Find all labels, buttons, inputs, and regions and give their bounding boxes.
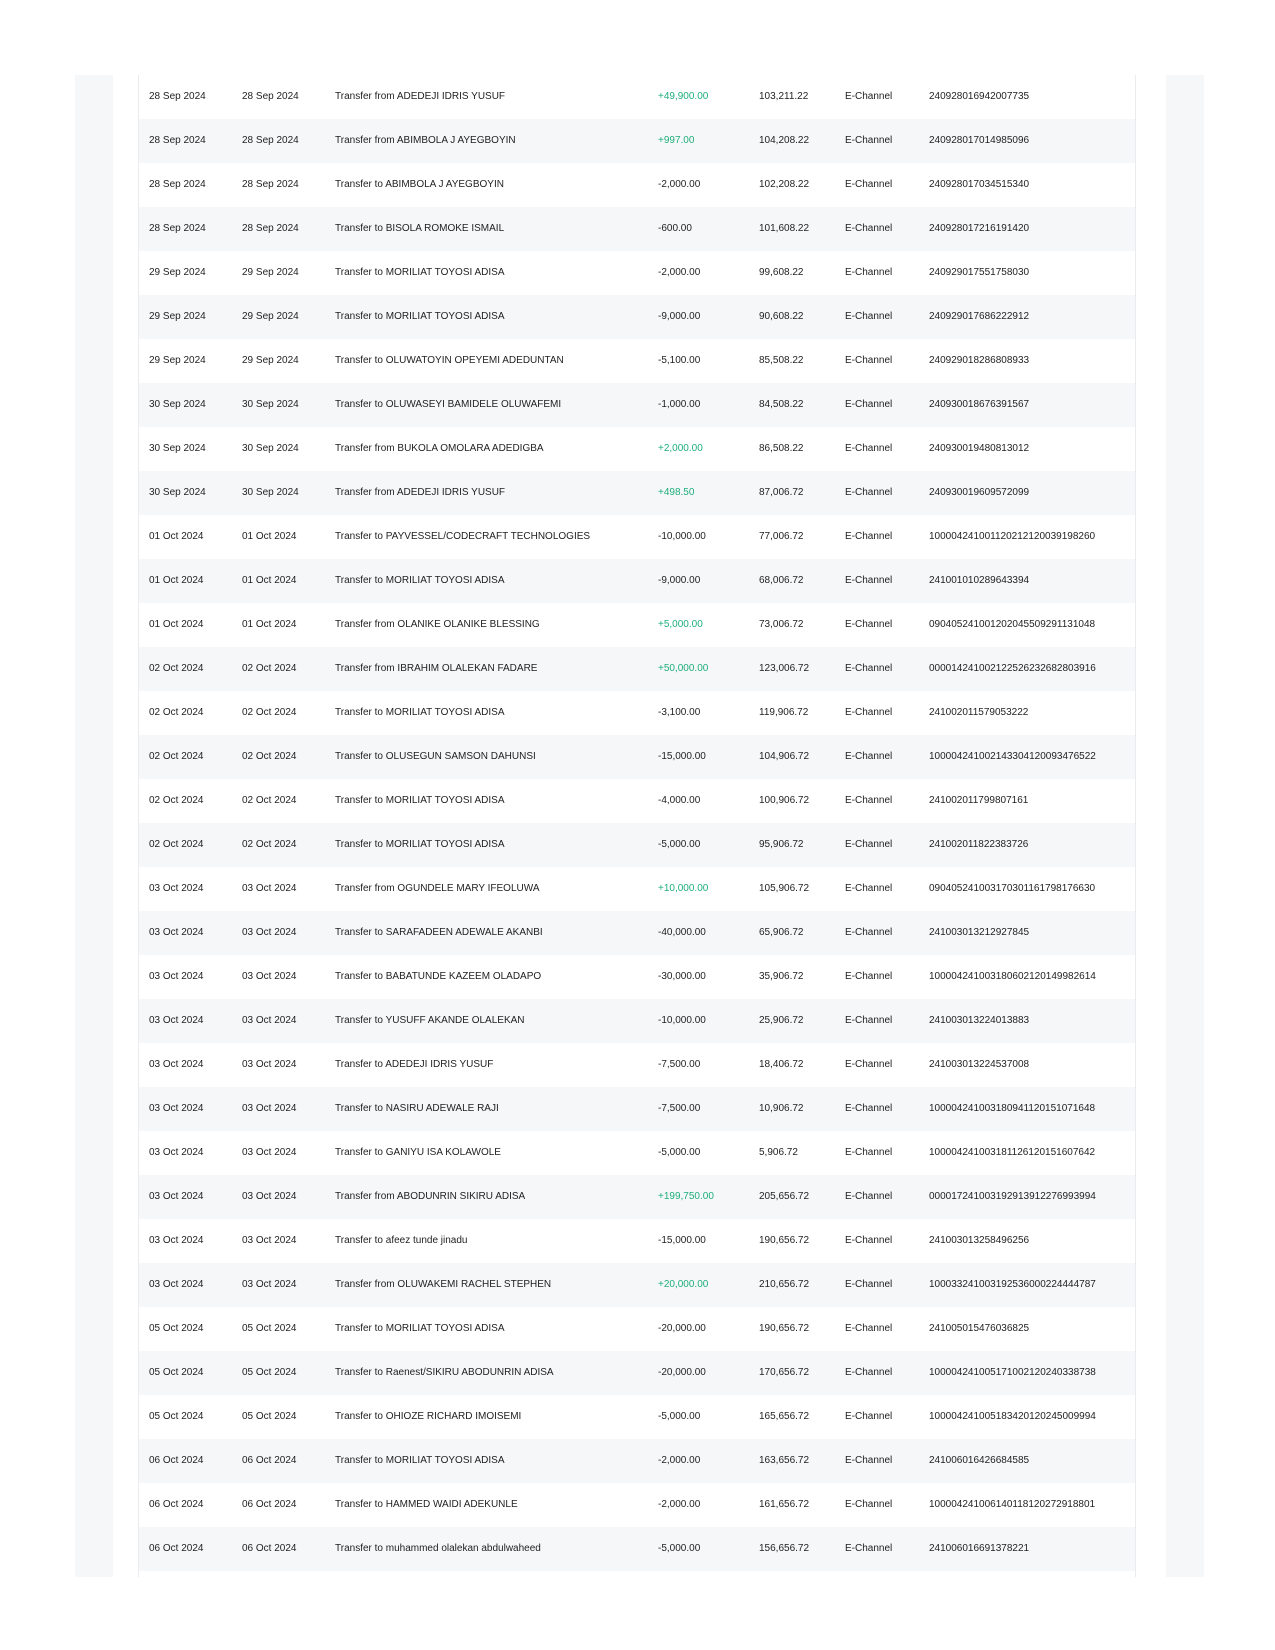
amount: -20,000.00 <box>658 1323 706 1334</box>
description: Transfer from OLUWAKEMI RACHEL STEPHEN <box>335 1279 552 1290</box>
reference: 240929017551758030 <box>929 267 1030 278</box>
reference: 240929018286808933 <box>929 355 1030 366</box>
channel: E-Channel <box>845 751 893 762</box>
description: Transfer to MORILIAT TOYOSI ADISA <box>335 839 505 850</box>
channel: E-Channel <box>845 795 893 806</box>
amount: -2,000.00 <box>658 179 701 190</box>
balance: 35,906.72 <box>759 971 804 982</box>
reference: 100004241001120212120039198260 <box>929 531 1096 542</box>
value-date: 29 Sep 2024 <box>242 267 299 278</box>
transaction-date: 03 Oct 2024 <box>149 971 204 982</box>
channel: E-Channel <box>845 971 893 982</box>
reference: 000017241003192913912276993994 <box>929 1191 1096 1202</box>
reference: 100004241003180941120151071648 <box>929 1103 1096 1114</box>
channel: E-Channel <box>845 1279 893 1290</box>
reference: 241003013224537008 <box>929 1059 1030 1070</box>
reference: 241002011799807161 <box>929 795 1029 806</box>
reference: 100004241003180602120149982614 <box>929 971 1096 982</box>
amount: -1,000.00 <box>658 399 701 410</box>
reference: 240928016942007735 <box>929 91 1030 102</box>
transaction-date: 29 Sep 2024 <box>149 355 206 366</box>
table-row <box>139 1087 1135 1131</box>
reference: 240930019480813012 <box>929 443 1030 454</box>
value-date: 05 Oct 2024 <box>242 1411 297 1422</box>
value-date: 02 Oct 2024 <box>242 795 297 806</box>
amount: -5,000.00 <box>658 1147 701 1158</box>
table-row <box>139 735 1135 779</box>
balance: 99,608.22 <box>759 267 804 278</box>
transaction-date: 02 Oct 2024 <box>149 839 204 850</box>
table-row <box>139 867 1135 911</box>
value-date: 28 Sep 2024 <box>242 91 299 102</box>
reference: 000014241002122526232682803916 <box>929 663 1096 674</box>
reference: 241002011822383726 <box>929 839 1029 850</box>
balance: 18,406.72 <box>759 1059 804 1070</box>
amount: -7,500.00 <box>658 1059 701 1070</box>
amount: +997.00 <box>658 135 695 146</box>
channel: E-Channel <box>845 399 893 410</box>
channel: E-Channel <box>845 179 893 190</box>
value-date: 28 Sep 2024 <box>242 135 299 146</box>
reference: 241006016691378221 <box>929 1543 1030 1554</box>
value-date: 03 Oct 2024 <box>242 1103 297 1114</box>
reference: 241002011579053222 <box>929 707 1029 718</box>
transaction-date: 06 Oct 2024 <box>149 1543 204 1554</box>
table-row <box>139 295 1135 339</box>
reference: 240928017216191420 <box>929 223 1030 234</box>
table-row <box>139 1307 1135 1351</box>
value-date: 28 Sep 2024 <box>242 223 299 234</box>
channel: E-Channel <box>845 1103 893 1114</box>
transaction-date: 05 Oct 2024 <box>149 1411 204 1422</box>
table-row <box>139 515 1135 559</box>
amount: -15,000.00 <box>658 1235 706 1246</box>
amount: +199,750.00 <box>658 1191 714 1202</box>
description: Transfer to OHIOZE RICHARD IMOISEMI <box>335 1411 522 1422</box>
description: Transfer to BABATUNDE KAZEEM OLADAPO <box>335 971 542 982</box>
description: Transfer to ADEDEJI IDRIS YUSUF <box>335 1059 494 1070</box>
channel: E-Channel <box>845 663 893 674</box>
channel: E-Channel <box>845 1015 893 1026</box>
channel: E-Channel <box>845 1235 893 1246</box>
balance: 68,006.72 <box>759 575 804 586</box>
reference: 090405241001202045509291131048 <box>929 619 1096 630</box>
table-row <box>139 779 1135 823</box>
value-date: 01 Oct 2024 <box>242 619 297 630</box>
channel: E-Channel <box>845 1323 893 1334</box>
value-date: 06 Oct 2024 <box>242 1499 297 1510</box>
description: Transfer from ABIMBOLA J AYEGBOYIN <box>335 135 516 146</box>
reference: 100004241003181126120151607642 <box>929 1147 1096 1158</box>
amount: +5,000.00 <box>658 619 703 630</box>
description: Transfer to MORILIAT TOYOSI ADISA <box>335 311 505 322</box>
transaction-date: 03 Oct 2024 <box>149 1191 204 1202</box>
description: Transfer to OLUWATOYIN OPEYEMI ADEDUNTAN <box>335 355 564 366</box>
channel: E-Channel <box>845 443 893 454</box>
channel: E-Channel <box>845 135 893 146</box>
transaction-date: 06 Oct 2024 <box>149 1499 204 1510</box>
value-date: 30 Sep 2024 <box>242 443 299 454</box>
channel: E-Channel <box>845 839 893 850</box>
description: Transfer from ADEDEJI IDRIS YUSUF <box>335 91 506 102</box>
balance: 163,656.72 <box>759 1455 810 1466</box>
value-date: 01 Oct 2024 <box>242 531 297 542</box>
channel: E-Channel <box>845 707 893 718</box>
transaction-date: 28 Sep 2024 <box>149 135 206 146</box>
balance: 190,656.72 <box>759 1235 810 1246</box>
transaction-date: 30 Sep 2024 <box>149 487 206 498</box>
value-date: 28 Sep 2024 <box>242 179 299 190</box>
balance: 104,208.22 <box>759 135 810 146</box>
value-date: 06 Oct 2024 <box>242 1543 297 1554</box>
description: Transfer from OLANIKE OLANIKE BLESSING <box>335 619 540 630</box>
table-row <box>139 1527 1135 1571</box>
transaction-date: 03 Oct 2024 <box>149 1279 204 1290</box>
value-date: 01 Oct 2024 <box>242 575 297 586</box>
description: Transfer to YUSUFF AKANDE OLALEKAN <box>335 1015 525 1026</box>
transaction-date: 02 Oct 2024 <box>149 707 204 718</box>
description: Transfer to BISOLA ROMOKE ISMAIL <box>335 223 505 234</box>
table-row <box>139 647 1135 691</box>
reference: 241001010289643394 <box>929 575 1030 586</box>
amount: -2,000.00 <box>658 1455 701 1466</box>
transaction-date: 30 Sep 2024 <box>149 443 206 454</box>
table-row <box>139 691 1135 735</box>
balance: 84,508.22 <box>759 399 804 410</box>
description: Transfer to OLUSEGUN SAMSON DAHUNSI <box>335 751 536 762</box>
balance: 86,508.22 <box>759 443 804 454</box>
value-date: 03 Oct 2024 <box>242 1147 297 1158</box>
channel: E-Channel <box>845 1455 893 1466</box>
balance: 90,608.22 <box>759 311 804 322</box>
description: Transfer from IBRAHIM OLALEKAN FADARE <box>335 663 538 674</box>
transaction-date: 01 Oct 2024 <box>149 619 204 630</box>
transaction-date: 03 Oct 2024 <box>149 883 204 894</box>
transaction-date: 02 Oct 2024 <box>149 795 204 806</box>
description: Transfer to GANIYU ISA KOLAWOLE <box>335 1147 501 1158</box>
description: Transfer to MORILIAT TOYOSI ADISA <box>335 1323 505 1334</box>
value-date: 02 Oct 2024 <box>242 707 297 718</box>
amount: -5,000.00 <box>658 1411 701 1422</box>
amount: +10,000.00 <box>658 883 709 894</box>
transaction-date: 05 Oct 2024 <box>149 1323 204 1334</box>
transaction-date: 03 Oct 2024 <box>149 1235 204 1246</box>
table-row <box>139 251 1135 295</box>
reference: 100033241003192536000224444787 <box>929 1279 1096 1290</box>
table-row <box>139 999 1135 1043</box>
amount: -2,000.00 <box>658 1499 701 1510</box>
description: Transfer from ADEDEJI IDRIS YUSUF <box>335 487 506 498</box>
table-row <box>139 471 1135 515</box>
channel: E-Channel <box>845 223 893 234</box>
transaction-date: 03 Oct 2024 <box>149 1059 204 1070</box>
description: Transfer to MORILIAT TOYOSI ADISA <box>335 707 505 718</box>
channel: E-Channel <box>845 927 893 938</box>
channel: E-Channel <box>845 1367 893 1378</box>
description: Transfer to MORILIAT TOYOSI ADISA <box>335 1455 505 1466</box>
reference: 240929017686222912 <box>929 311 1030 322</box>
reference: 241003013224013883 <box>929 1015 1030 1026</box>
channel: E-Channel <box>845 91 893 102</box>
description: Transfer to ABIMBOLA J AYEGBOYIN <box>335 179 504 190</box>
reference: 100004241005171002120240338738 <box>929 1367 1096 1378</box>
channel: E-Channel <box>845 267 893 278</box>
amount: -5,000.00 <box>658 839 701 850</box>
reference: 241006016426684585 <box>929 1455 1030 1466</box>
channel: E-Channel <box>845 487 893 498</box>
reference: 241003013212927845 <box>929 927 1030 938</box>
table-row <box>139 1439 1135 1483</box>
value-date: 03 Oct 2024 <box>242 971 297 982</box>
description: Transfer to NASIRU ADEWALE RAJI <box>335 1103 499 1114</box>
value-date: 02 Oct 2024 <box>242 839 297 850</box>
transaction-date: 05 Oct 2024 <box>149 1367 204 1378</box>
right-margin-band <box>1166 75 1204 1577</box>
balance: 101,608.22 <box>759 223 810 234</box>
reference: 100004241005183420120245009994 <box>929 1411 1096 1422</box>
value-date: 03 Oct 2024 <box>242 927 297 938</box>
amount: -5,100.00 <box>658 355 701 366</box>
balance: 119,906.72 <box>759 707 809 718</box>
table-row <box>139 559 1135 603</box>
amount: -40,000.00 <box>658 927 706 938</box>
transaction-date: 28 Sep 2024 <box>149 223 206 234</box>
value-date: 05 Oct 2024 <box>242 1323 297 1334</box>
table-row <box>139 427 1135 471</box>
channel: E-Channel <box>845 619 893 630</box>
transaction-rows <box>139 75 1135 1571</box>
channel: E-Channel <box>845 883 893 894</box>
amount: -20,000.00 <box>658 1367 706 1378</box>
description: Transfer to HAMMED WAIDI ADEKUNLE <box>335 1499 518 1510</box>
balance: 65,906.72 <box>759 927 804 938</box>
table-row <box>139 1175 1135 1219</box>
balance: 25,906.72 <box>759 1015 804 1026</box>
table-row <box>139 119 1135 163</box>
balance: 161,656.72 <box>759 1499 810 1510</box>
table-row <box>139 1043 1135 1087</box>
balance: 95,906.72 <box>759 839 804 850</box>
value-date: 03 Oct 2024 <box>242 1191 297 1202</box>
value-date: 02 Oct 2024 <box>242 751 297 762</box>
table-row <box>139 383 1135 427</box>
transaction-date: 02 Oct 2024 <box>149 663 204 674</box>
description: Transfer from OGUNDELE MARY IFEOLUWA <box>335 883 540 894</box>
description: Transfer to MORILIAT TOYOSI ADISA <box>335 267 505 278</box>
amount: -7,500.00 <box>658 1103 701 1114</box>
transaction-date: 03 Oct 2024 <box>149 927 204 938</box>
left-margin-band <box>75 75 113 1577</box>
amount: -9,000.00 <box>658 311 701 322</box>
value-date: 29 Sep 2024 <box>242 355 299 366</box>
transaction-date: 03 Oct 2024 <box>149 1015 204 1026</box>
balance: 210,656.72 <box>759 1279 810 1290</box>
table-row <box>139 1351 1135 1395</box>
channel: E-Channel <box>845 1147 893 1158</box>
balance: 205,656.72 <box>759 1191 810 1202</box>
balance: 123,006.72 <box>759 663 810 674</box>
balance: 73,006.72 <box>759 619 804 630</box>
balance: 100,906.72 <box>759 795 810 806</box>
balance: 87,006.72 <box>759 487 804 498</box>
balance: 5,906.72 <box>759 1147 798 1158</box>
description: Transfer to PAYVESSEL/CODECRAFT TECHNOLOGIES <box>335 531 591 542</box>
channel: E-Channel <box>845 1411 893 1422</box>
value-date: 06 Oct 2024 <box>242 1455 297 1466</box>
channel: E-Channel <box>845 1191 893 1202</box>
description: Transfer to Raenest/SIKIRU ABODUNRIN ADISA <box>335 1367 554 1378</box>
reference: 241003013258496256 <box>929 1235 1030 1246</box>
table-row <box>139 603 1135 647</box>
amount: -10,000.00 <box>658 1015 706 1026</box>
description: Transfer to MORILIAT TOYOSI ADISA <box>335 575 505 586</box>
table-row <box>139 339 1135 383</box>
value-date: 29 Sep 2024 <box>242 311 299 322</box>
table-row <box>139 1131 1135 1175</box>
balance: 156,656.72 <box>759 1543 810 1554</box>
table-row <box>139 1219 1135 1263</box>
value-date: 03 Oct 2024 <box>242 1235 297 1246</box>
amount: +2,000.00 <box>658 443 703 454</box>
value-date: 30 Sep 2024 <box>242 487 299 498</box>
reference: 240928017014985096 <box>929 135 1030 146</box>
transaction-date: 01 Oct 2024 <box>149 531 204 542</box>
reference: 100004241002143304120093476522 <box>929 751 1096 762</box>
balance: 170,656.72 <box>759 1367 810 1378</box>
reference: 240930019609572099 <box>929 487 1030 498</box>
table-row <box>139 911 1135 955</box>
reference: 090405241003170301161798176630 <box>929 883 1096 894</box>
transaction-date: 30 Sep 2024 <box>149 399 206 410</box>
amount: +20,000.00 <box>658 1279 709 1290</box>
balance: 105,906.72 <box>759 883 810 894</box>
balance: 10,906.72 <box>759 1103 804 1114</box>
transaction-table <box>138 75 1136 1577</box>
description: Transfer to MORILIAT TOYOSI ADISA <box>335 795 505 806</box>
transaction-date: 29 Sep 2024 <box>149 267 206 278</box>
reference: 240928017034515340 <box>929 179 1030 190</box>
table-row <box>139 207 1135 251</box>
transaction-date: 28 Sep 2024 <box>149 179 206 190</box>
table-row <box>139 75 1135 119</box>
value-date: 02 Oct 2024 <box>242 663 297 674</box>
channel: E-Channel <box>845 311 893 322</box>
amount: +498.50 <box>658 487 695 498</box>
description: Transfer from BUKOLA OMOLARA ADEDIGBA <box>335 443 544 454</box>
balance: 103,211.22 <box>759 91 809 102</box>
value-date: 03 Oct 2024 <box>242 883 297 894</box>
transaction-date: 03 Oct 2024 <box>149 1147 204 1158</box>
description: Transfer to afeez tunde jinadu <box>335 1235 468 1246</box>
description: Transfer to OLUWASEYI BAMIDELE OLUWAFEMI <box>335 399 562 410</box>
amount: +49,900.00 <box>658 91 709 102</box>
amount: -10,000.00 <box>658 531 706 542</box>
channel: E-Channel <box>845 575 893 586</box>
table-row <box>139 1483 1135 1527</box>
amount: -2,000.00 <box>658 267 701 278</box>
amount: -30,000.00 <box>658 971 706 982</box>
reference: 100004241006140118120272918801 <box>929 1499 1096 1510</box>
transaction-date: 03 Oct 2024 <box>149 1103 204 1114</box>
reference: 241005015476036825 <box>929 1323 1030 1334</box>
table-row <box>139 163 1135 207</box>
value-date: 30 Sep 2024 <box>242 399 299 410</box>
amount: -4,000.00 <box>658 795 701 806</box>
channel: E-Channel <box>845 1059 893 1070</box>
description: Transfer to SARAFADEEN ADEWALE AKANBI <box>335 927 543 938</box>
table-row <box>139 1395 1135 1439</box>
balance: 104,906.72 <box>759 751 810 762</box>
amount: -600.00 <box>658 223 692 234</box>
reference: 240930018676391567 <box>929 399 1030 410</box>
table-row <box>139 823 1135 867</box>
amount: -5,000.00 <box>658 1543 701 1554</box>
balance: 102,208.22 <box>759 179 810 190</box>
transaction-date: 01 Oct 2024 <box>149 575 204 586</box>
channel: E-Channel <box>845 1499 893 1510</box>
value-date: 05 Oct 2024 <box>242 1367 297 1378</box>
balance: 85,508.22 <box>759 355 804 366</box>
table-row <box>139 1263 1135 1307</box>
transaction-date: 06 Oct 2024 <box>149 1455 204 1466</box>
channel: E-Channel <box>845 1543 893 1554</box>
amount: -9,000.00 <box>658 575 701 586</box>
value-date: 03 Oct 2024 <box>242 1015 297 1026</box>
transaction-date: 29 Sep 2024 <box>149 311 206 322</box>
channel: E-Channel <box>845 355 893 366</box>
table-row <box>139 955 1135 999</box>
amount: -3,100.00 <box>658 707 701 718</box>
balance: 190,656.72 <box>759 1323 810 1334</box>
amount: +50,000.00 <box>658 663 709 674</box>
balance: 165,656.72 <box>759 1411 810 1422</box>
amount: -15,000.00 <box>658 751 706 762</box>
description: Transfer to muhammed olalekan abdulwaheed <box>335 1543 541 1554</box>
description: Transfer from ABODUNRIN SIKIRU ADISA <box>335 1191 526 1202</box>
value-date: 03 Oct 2024 <box>242 1279 297 1290</box>
balance: 77,006.72 <box>759 531 804 542</box>
transaction-date: 28 Sep 2024 <box>149 91 206 102</box>
channel: E-Channel <box>845 531 893 542</box>
value-date: 03 Oct 2024 <box>242 1059 297 1070</box>
transaction-date: 02 Oct 2024 <box>149 751 204 762</box>
